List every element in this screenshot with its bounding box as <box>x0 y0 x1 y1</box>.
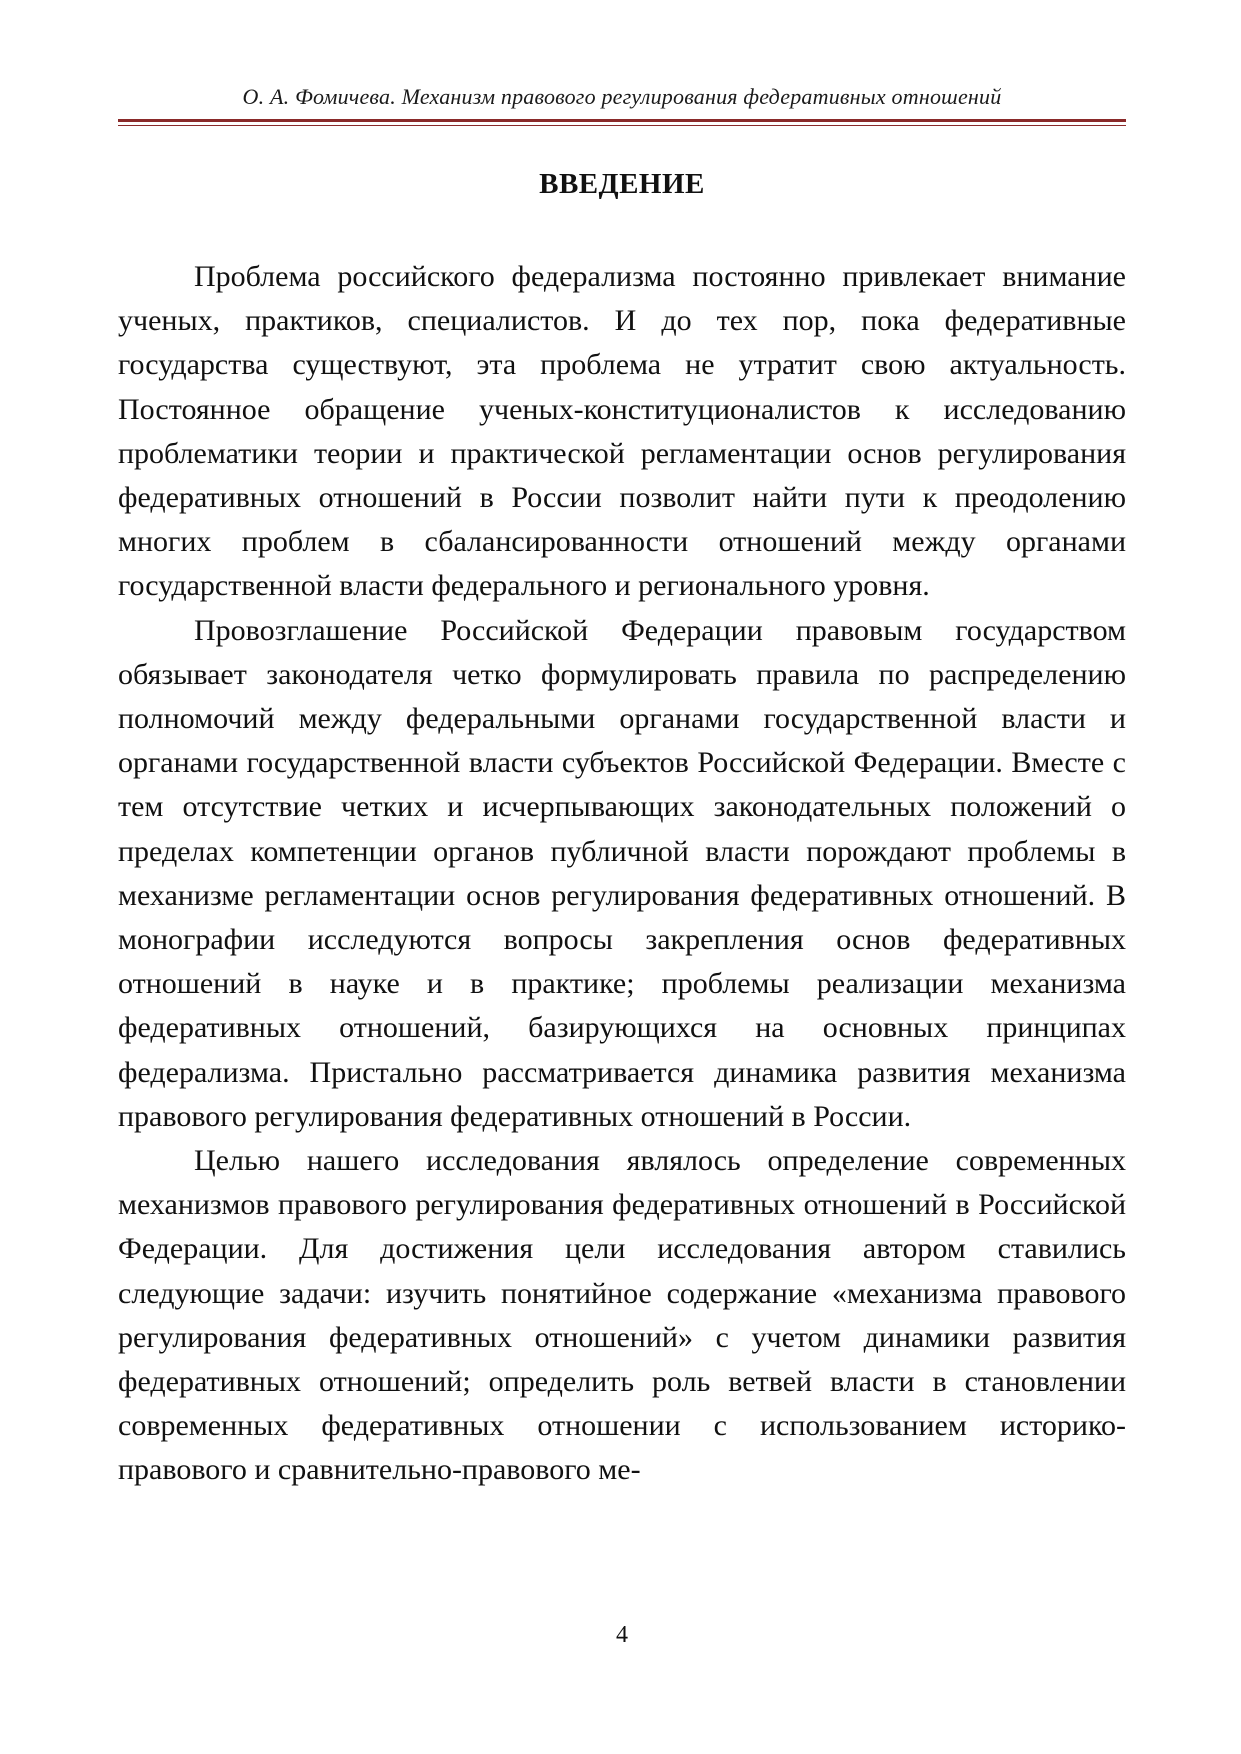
paragraph-2: Провозглашение Российской Федерации правовым государством обязывает законодателя четко формулировать правила по распределению полномочий между федеральными органами государственной власти и органами государственной власти субъектов Российской Федерации. Вместе с тем отсутствие четких и исчерпывающих законодательных положений о пределах компетенции органов публичной власти порождают проблемы в механизме регламентации основ регулирования федеративных отношений. В монографии исследуются вопросы закрепления основ федеративных отношений в науке и в практике; проблемы реализации механизма федеративных отношений, базирующихся на основных принципах федерализма. Пристально рассматривается динамика развития механизма правового регулирования федеративных отношений в России. <box>118 613 1126 1133</box>
paragraph-3: Целью нашего исследования являлось определение современных механизмов правового регулирования федеративных отношений в Российской Федерации. Для достижения цели исследования автором ставились следующие задачи: изучить понятийное содержание «механизма правового регулирования федеративных отношений» с учетом динамики развития федеративных отношений; определить роль ветвей власти в становлении современных федеративных отношении с использованием историко-правового и сравнительно-правового ме- <box>118 1144 1126 1487</box>
running-header: О. А. Фомичева. Механизм правового регулирования федеративных отношений <box>242 84 1002 109</box>
header-rule-thick <box>118 119 1126 122</box>
paragraph-1: Проблема российского федерализма постоянно привлекает внимание ученых, практиков, специалистов. И до тех пор, пока федеративные государства существуют, эта проблема не утратит свою актуальность. Постоянное обращение ученых-конституционалистов к исследованию проблематики теории и практической регламентации основ регулирования федеративных отношений в России позволит найти пути к преодолению многих проблем в сбалансированности отношений между органами государственной власти федерального и регионального уровня. <box>118 260 1126 603</box>
header-rule-thin <box>118 125 1126 126</box>
section-title: ВВЕДЕНИЕ <box>539 168 705 200</box>
body-text <box>118 255 1126 1493</box>
page-number: 4 <box>616 1622 628 1648</box>
